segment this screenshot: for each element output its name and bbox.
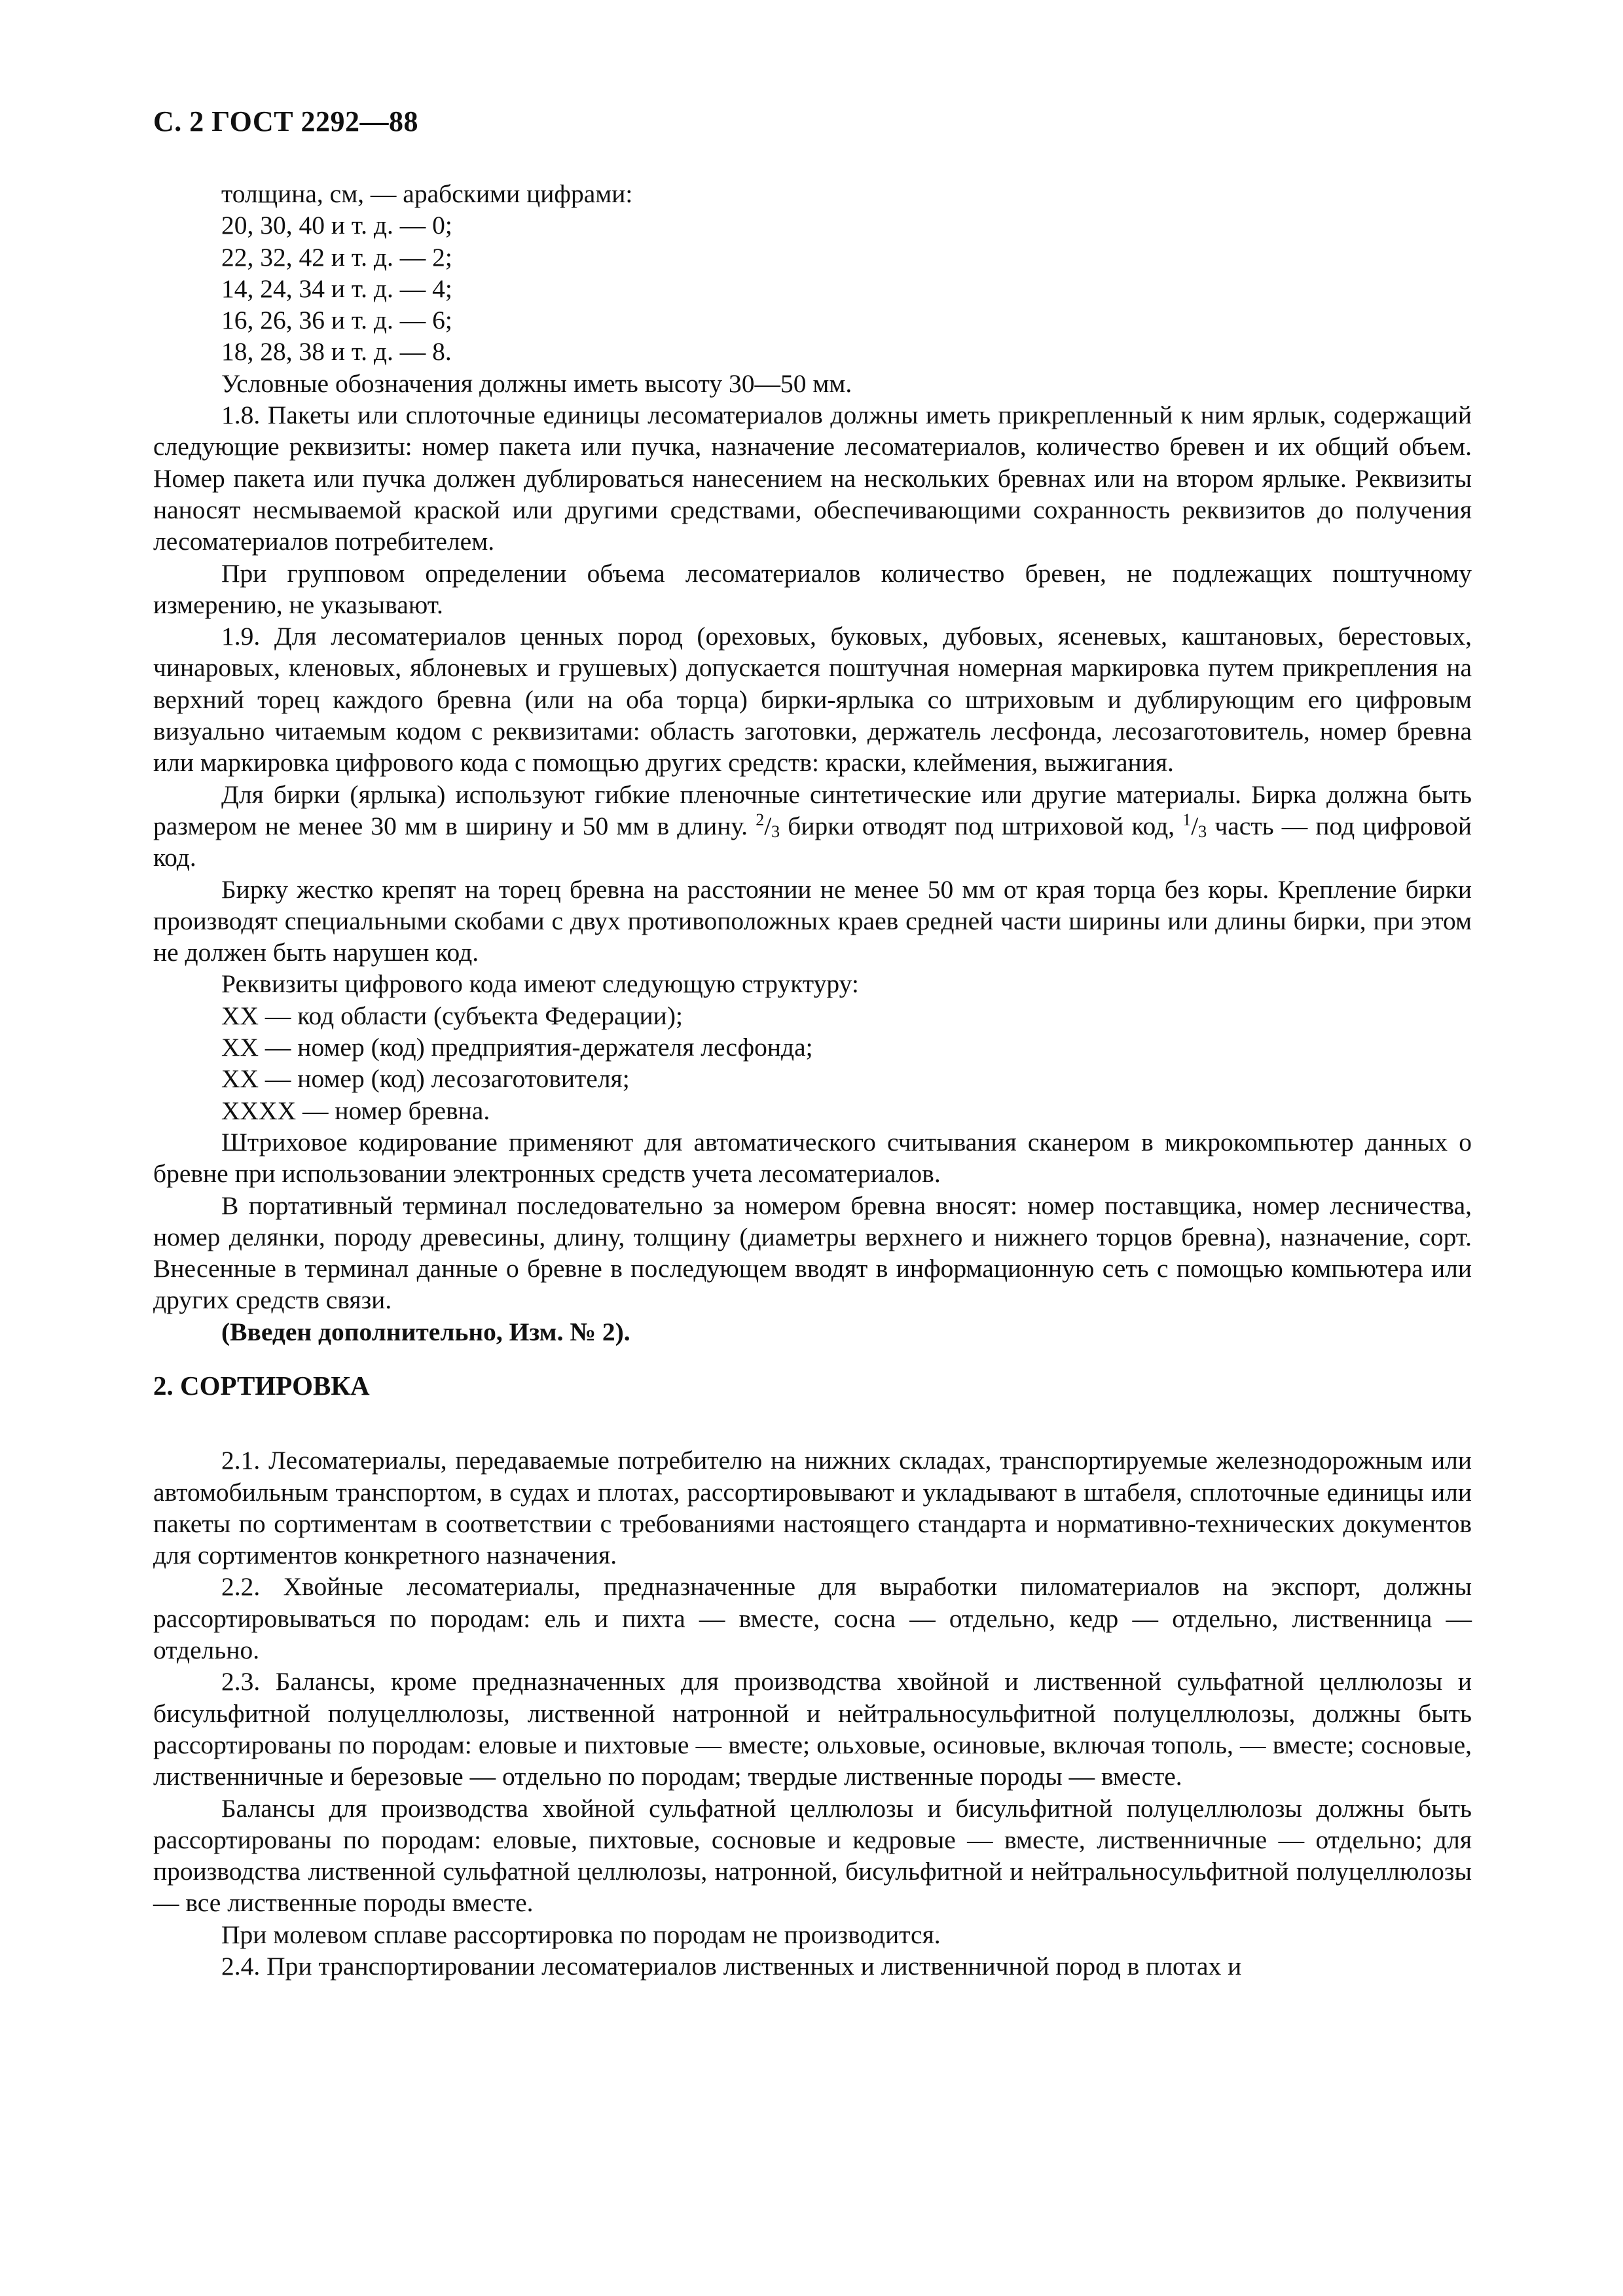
code-structure-intro: Реквизиты цифрового кода имеют следующую структуру: xyxy=(221,969,859,999)
thickness-code-8: 18, 28, 38 и т. д. — 8. xyxy=(221,337,452,367)
group-volume-paragraph: При групповом определении объема лесоматериалов количество бревен, не подлежащих поштучному измерению, не указывают. xyxy=(153,558,1472,619)
tag-text-b: бирки отводят под штриховой код, xyxy=(780,811,1183,840)
tag-material-paragraph xyxy=(153,779,1472,874)
rafting-paragraph: При молевом сплаве рассортировка по породам не производится. xyxy=(221,1920,941,1949)
balances-paragraph: Балансы для производства хвойной сульфатной целлюлозы и бисульфитной полуцеллюлозы должны быть рассортированы по породам: еловые, пихтовые, сосновые и кедровые — вместе, лиственничные — отдельно; для производства лиственной сульфатной целлюлозы, натронной, бисульфитной и нейтральносульфитной полуцеллюлозы — все лиственные породы вместе. xyxy=(153,1793,1472,1918)
tag-attachment-paragraph: Бирку жестко крепят на торец бревна на расстоянии не менее 50 мм от края торца без коры. Крепление бирки производят специальными скобами с двух противоположных краев средней части ширины или длины бирки, при этом не должен быть нарушен код. xyxy=(153,874,1472,967)
terminal-paragraph: В портативный терминал последовательно за номером бревна вносят: номер поставщика, номер лесничества, номер делянки, породу древесины, длину, толщину (диаметры верхнего и нижнего торцов бревна), назначение, сорт. Внесенные в терминал данные о бревне в последующем вводят в информационную сеть с помощью компьютера или других средств связи. xyxy=(153,1191,1472,1315)
fraction-one-third: $^1/_3$ xyxy=(1182,810,1207,841)
code-item-region: XX — код области (субъекта Федерации); xyxy=(221,1001,683,1030)
clause-2-2: 2.2. Хвойные лесоматериалы, предназначенные для выработки пиломатериалов на экспорт, должны рассортировываться по породам: ель и пихта — вместе, сосна — отдельно, кедр — отдельно, лиственница — отдельно. xyxy=(153,1572,1472,1665)
clause-2-4: 2.4. При транспортировании лесоматериалов лиственных и лиственничной пород в плотах и xyxy=(221,1952,1242,1981)
thickness-code-6: 16, 26, 36 и т. д. — 6; xyxy=(221,306,452,335)
thickness-code-2: 22, 32, 42 и т. д. — 2; xyxy=(221,242,452,272)
thickness-code-0: 20, 30, 40 и т. д. — 0; xyxy=(221,211,452,240)
section-title-sorting: 2. СОРТИРОВКА xyxy=(153,1370,370,1401)
document-body xyxy=(153,178,1472,1982)
running-header: С. 2 ГОСТ 2292—88 xyxy=(153,105,419,137)
barcode-paragraph: Штриховое кодирование применяют для автоматического считывания сканером в микрокомпьютер данных о бревне при использовании электронных средств учета лесоматериалов. xyxy=(153,1127,1472,1189)
tag-text-a: Для бирки (ярлыка) используют гибкие пленочные синтетические или другие материалы. Бирка должна быть размером не менее 30 мм в ширину и 50 мм в длину. xyxy=(153,780,1472,840)
code-item-harvester: XX — номер (код) лесозаготовителя; xyxy=(221,1064,630,1094)
tag-text-c: часть — под цифровой код. xyxy=(153,811,1472,872)
clause-2-3: 2.3. Балансы, кроме предназначенных для производства хвойной и лиственной сульфатной целлюлозы и бисульфитной полуцеллюлозы, лиственной натронной и нейтральносульфитной полуцеллюлозы, должны быть рассортированы по породам: еловые и пихтовые — вместе; ольховые, осиновые, включая тополь, — вместе; сосновые, лиственничные и березовые — отдельно по породам; твердые лиственные породы — вместе. xyxy=(153,1667,1472,1791)
clause-2-1: 2.1. Лесоматериалы, передаваемые потребителю на нижних складах, транспортируемые железнодорожным или автомобильным транспортом, в судах и плотах, рассортировывают и укладывают в штабеля, сплоточные единицы или пакеты по сортиментам в соответствии с требованиями настоящего стандарта и нормативно-технических документов для сортиментов конкретного назначения. xyxy=(153,1446,1472,1570)
clause-1-9: 1.9. Для лесоматериалов ценных пород (ореховых, буковых, дубовых, ясеневых, каштановых, берестовых, чинаровых, кленовых, яблоневых и грушевых) допускается поштучная номерная маркировка путем прикрепления на верхний торец каждого бревна (или на оба торца) бирки-ярлыка со штриховым и дублирующим его цифровым визуально читаемым кодом с реквизитами: область заготовки, держатель лесфонда, лесозаготовитель, номер бревна или маркировка цифрового кода с помощью других средств: краски, клеймения, выжигания. xyxy=(153,622,1472,778)
symbol-height-paragraph: Условные обозначения должны иметь высоту 30—50 мм. xyxy=(221,368,852,398)
thickness-intro: толщина, см, — арабскими цифрами: xyxy=(221,179,633,208)
thickness-code-4: 14, 24, 34 и т. д. — 4; xyxy=(221,274,452,303)
clause-1-8: 1.8. Пакеты или сплоточные единицы лесоматериалов должны иметь прикрепленный к ним ярлык, содержащий следующие реквизиты: номер пакета или пучка, назначение лесоматериалов, количество бревен и их общий объем. Номер пакета или пучка должен дублироваться нанесением на нескольких бревнах или на втором ярлыке. Реквизиты наносят несмываемой краской или другими средствами, обеспечивающими сохранность реквизитов до получения лесоматериалов потребителем. xyxy=(153,401,1472,556)
code-item-log-number: XXXX — номер бревна. xyxy=(221,1096,490,1125)
fraction-two-thirds: $^2/_3$ xyxy=(756,810,780,841)
code-item-holder: XX — номер (код) предприятия-держателя лесфонда; xyxy=(221,1033,813,1062)
amendment-note: (Введен дополнительно, Изм. № 2). xyxy=(221,1317,630,1346)
